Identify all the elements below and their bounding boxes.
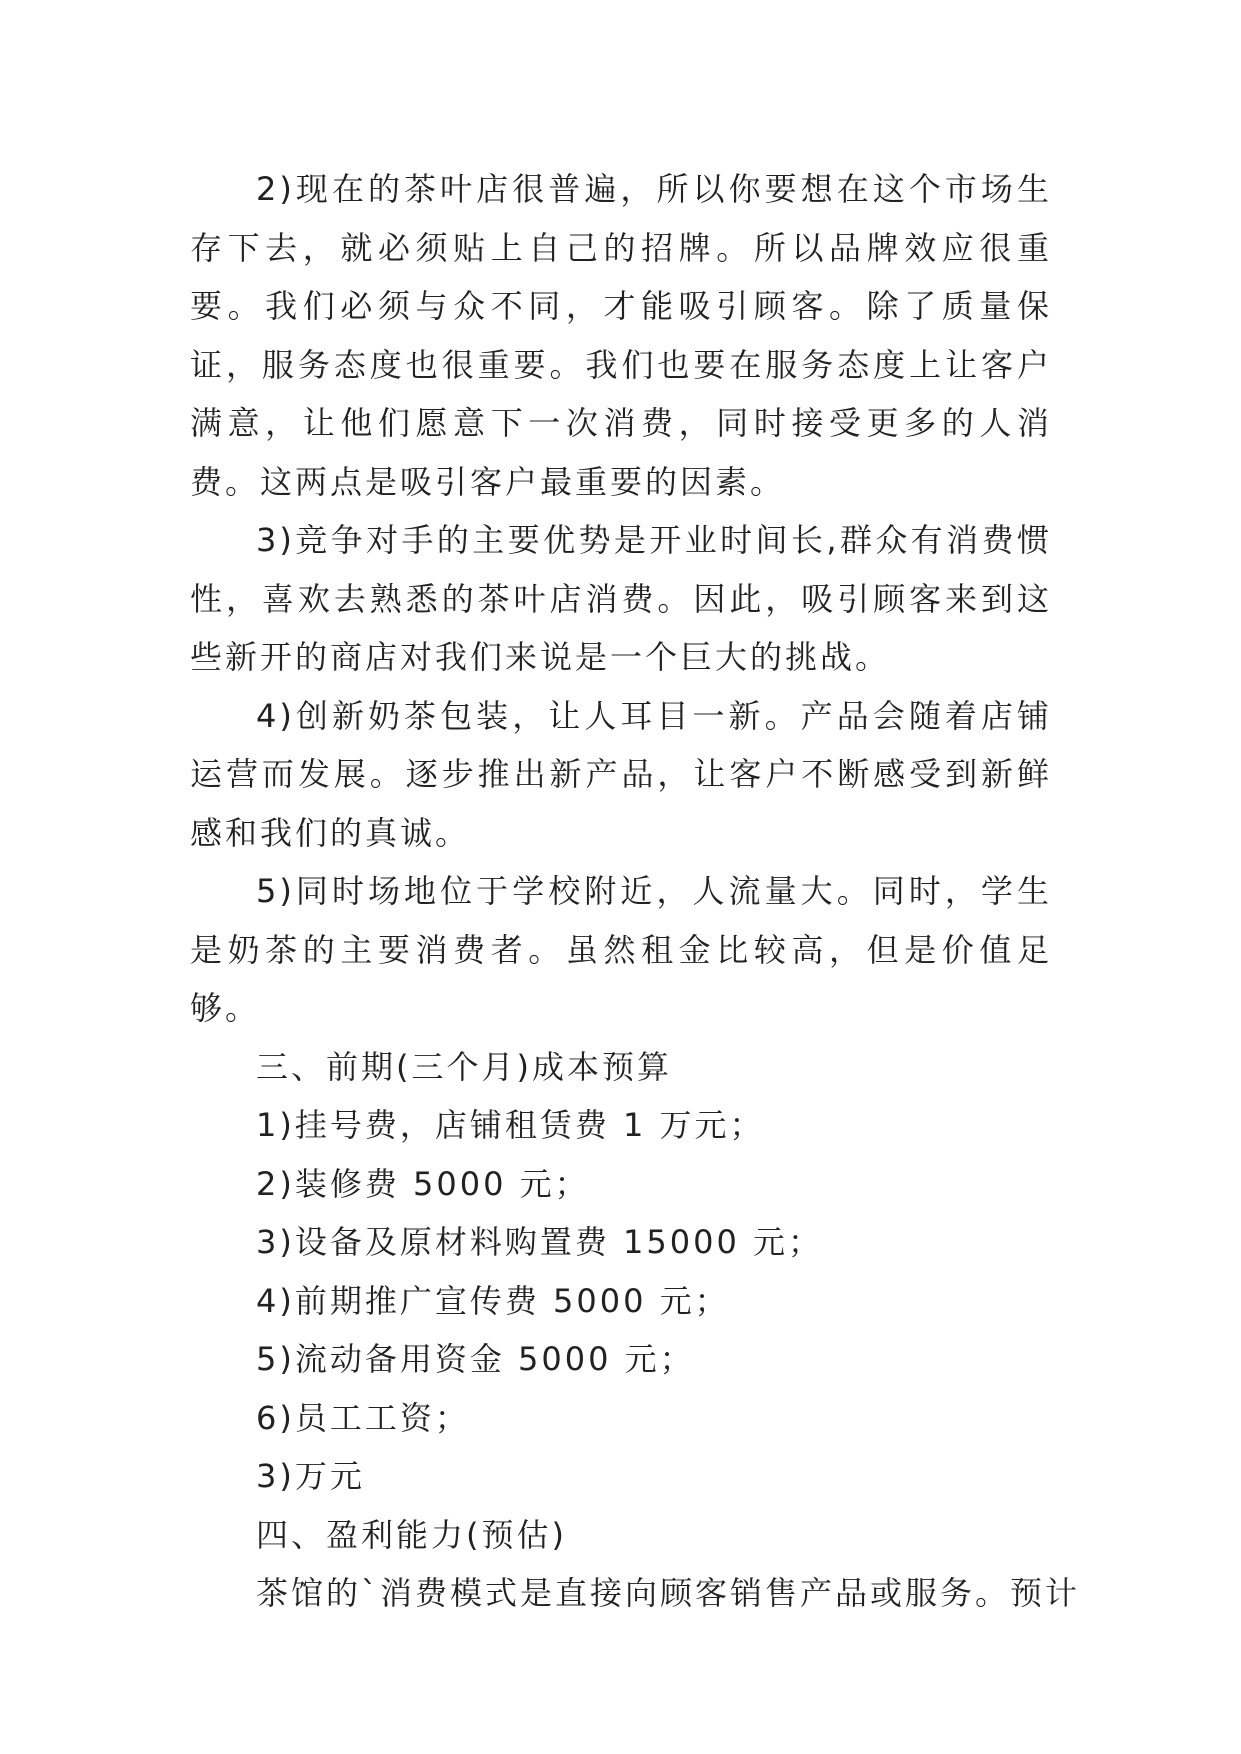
section-heading-budget: 三、前期(三个月)成本预算 (256, 1047, 672, 1086)
paragraph-innovation: 4)创新奶茶包装，让人耳目一新。产品会随着店铺运营而发展。逐步推出新产品，让客户不断感受到新鲜感和我们的真诚。 (190, 696, 1052, 852)
budget-item: 6)员工工资； (256, 1398, 470, 1437)
section-heading-profitability: 四、盈利能力(预估) (256, 1515, 567, 1554)
paragraph-consumption-model: 茶馆的`消费模式是直接向顾客销售产品或服务。预计 (256, 1574, 1081, 1612)
paragraph-location: 5)同时场地位于学校附近，人流量大。同时，学生是奶茶的主要消费者。虽然租金比较高，但是价值足够。 (190, 872, 1052, 1027)
budget-item: 5)流动备用资金 5000 元； (256, 1340, 695, 1378)
paragraph-brand: 2)现在的茶叶店很普遍，所以你要想在这个市场生存下去，就必须贴上自己的招牌。所以品牌效应很重要。我们必须与众不同，才能吸引顾客。除了质量保证，服务态度也很重要。我们也要在服务态度上让客户满意，让他们愿意下一次消费，同时接受更多的人消费。这两点是吸引客户最重要的因素。 (190, 170, 1052, 501)
budget-item: 2)装修费 5000 元； (256, 1164, 590, 1203)
document-body (190, 160, 1081, 1623)
budget-item: 3)万元 (256, 1457, 365, 1495)
budget-item: 1)挂号费，店铺租赁费 1 万元； (256, 1106, 765, 1144)
budget-item: 4)前期推广宣传费 5000 元； (256, 1281, 730, 1320)
paragraph-competition: 3)竞争对手的主要优势是开业时间长,群众有消费惯性，喜欢去熟悉的茶叶店消费。因此，吸引顾客来到这些新开的商店对我们来说是一个巨大的挑战。 (190, 521, 1052, 676)
budget-item: 3)设备及原材料购置费 15000 元； (256, 1223, 823, 1261)
